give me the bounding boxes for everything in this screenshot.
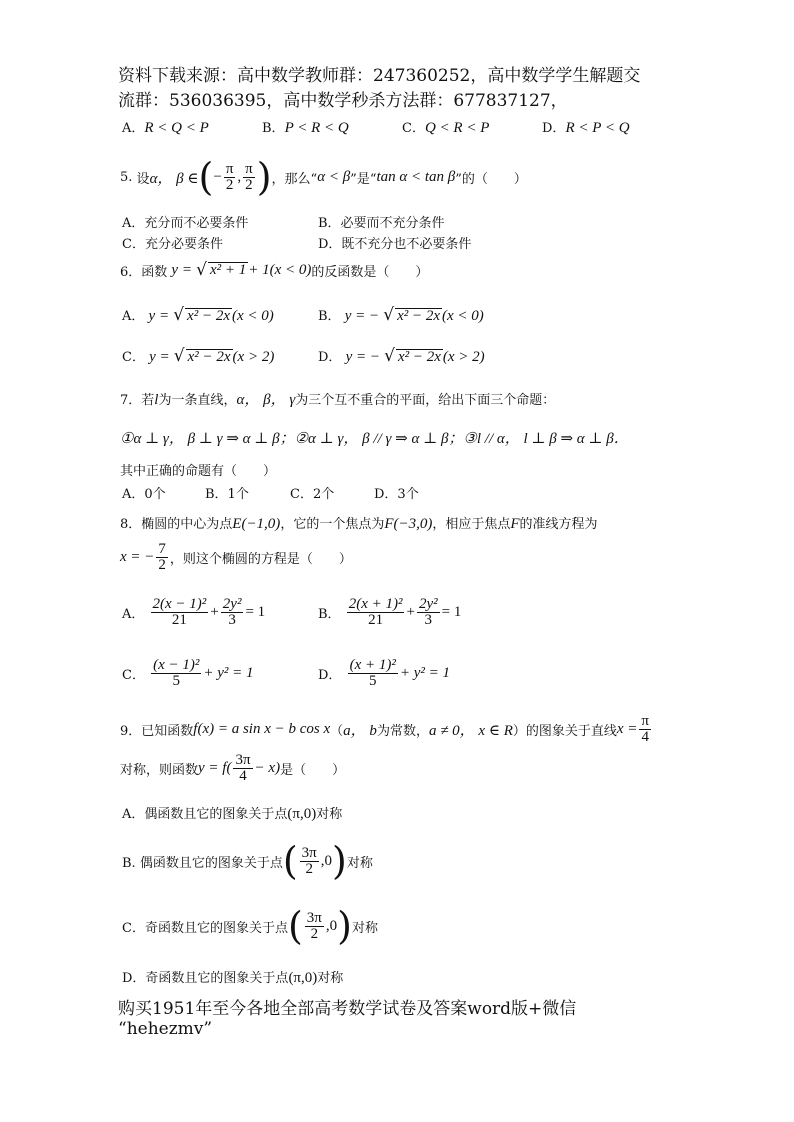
- header-line-1: 资料下载来源：高中数学教师群：247360252，高中数学学生解题交: [118, 66, 641, 86]
- question-5: 5. 设 α， β ∈ ( − $\frac{\pi}{2}$ , $\frac{\pi}{2}$ ) ，那么“ α < β ”是“ tan α < tan β ”的（ ）: [120, 155, 527, 199]
- header-line-2: 流群：536036395，高中数学秒杀方法群：677837127，: [118, 91, 568, 111]
- q6-option-d: D． y = − √ x² − 2x (x > 2): [318, 346, 485, 366]
- q7-option-b: B．1个: [205, 487, 249, 502]
- q8-option-a: A． $\frac{\text{2(x − 1)²}}{21}$ + $\frac{\text{2y²}}{3}$ = 1: [122, 596, 266, 628]
- footer-line-1: 购买1951年至今各地全部高考数学试卷及答案word版+微信: [118, 999, 577, 1019]
- q4-option-c: C．Q < R < P: [402, 120, 490, 136]
- q8-option-b: B． $\frac{\text{2(x + 1)²}}{21}$ + $\frac{\text{2y²}}{3}$ = 1: [318, 596, 462, 628]
- q8-option-c: C． $\frac{\text{(x − 1)²}}{5}$ + y² = 1: [122, 657, 254, 689]
- q5-option-d: D．既不充分也不必要条件: [318, 237, 472, 252]
- q9-option-c: C．奇函数且它的图象关于点 ( $\frac{3\pi}{2}$ ,0 ) 对称: [122, 904, 378, 948]
- question-9-line-1: 9．已知函数 f(x) = a sin x − b cos x （ a， b 为常数， a ≠ 0， x ∈ R ）的图象关于直线 x = $\frac{\pi}{4}$: [120, 713, 649, 745]
- question-6: 6．函数 y = √ x² + 1 + 1(x < 0) 的反函数是（ ）: [120, 260, 429, 280]
- q4-option-b: B．P < R < Q: [262, 120, 349, 136]
- q6-option-c: C． y = √ x² − 2x (x > 2): [122, 346, 275, 366]
- q4-option-a: A．R < Q < P: [122, 120, 209, 136]
- q5-option-b: B．必要而不充分条件: [318, 216, 445, 231]
- q7-option-a: A．0个: [122, 487, 166, 502]
- q7-propositions: ①α ⊥ γ， β ⊥ γ ⇒ α ⊥ β；②α ⊥ γ， β // γ ⇒ α ⊥ β；③l // α， l ⊥ β ⇒ α ⊥ β．: [120, 431, 629, 447]
- q4-option-d: D．R < P < Q: [542, 120, 630, 136]
- q7-option-d: D．3个: [374, 487, 419, 502]
- question-8-line-1: 8．椭圆的中心为点E(−1,0)，它的一个焦点为F(−3,0)，相应于焦点F的准线方程为: [120, 516, 598, 532]
- q9-option-a: A．偶函数且它的图象关于点(π,0)对称: [122, 806, 343, 822]
- q6-option-b: B． y = − √ x² − 2x (x < 0): [318, 305, 484, 325]
- q7-option-c: C．2个: [290, 487, 335, 502]
- q5-option-a: A．充分而不必要条件: [122, 216, 249, 231]
- q8-option-d: D． $\frac{\text{(x + 1)²}}{5}$ + y² = 1: [318, 657, 451, 689]
- q6-option-a: A． y = √ x² − 2x (x < 0): [122, 305, 274, 325]
- footer-line-2: “hehezmv”: [118, 1019, 213, 1039]
- question-9-line-2: 对称，则函数 y = f( $\frac{3\pi}{4}$ − x) 是（ ）: [120, 752, 346, 784]
- q9-option-d: D．奇函数且它的图象关于点(π,0)对称: [122, 970, 344, 986]
- q5-option-c: C．充分必要条件: [122, 237, 223, 252]
- question-7: 7．若l为一条直线，α， β， γ为三个互不重合的平面，给出下面三个命题：: [120, 392, 556, 408]
- question-8-line-2: x = − $\frac{7}{2}$ ，则这个椭圆的方程是（ ）: [120, 541, 352, 573]
- q7-ask: 其中正确的命题有（ ）: [120, 464, 277, 479]
- q9-option-b: B. 偶函数且它的图象关于点 ( $\frac{3\pi}{2}$ ,0 ) 对称: [122, 839, 373, 883]
